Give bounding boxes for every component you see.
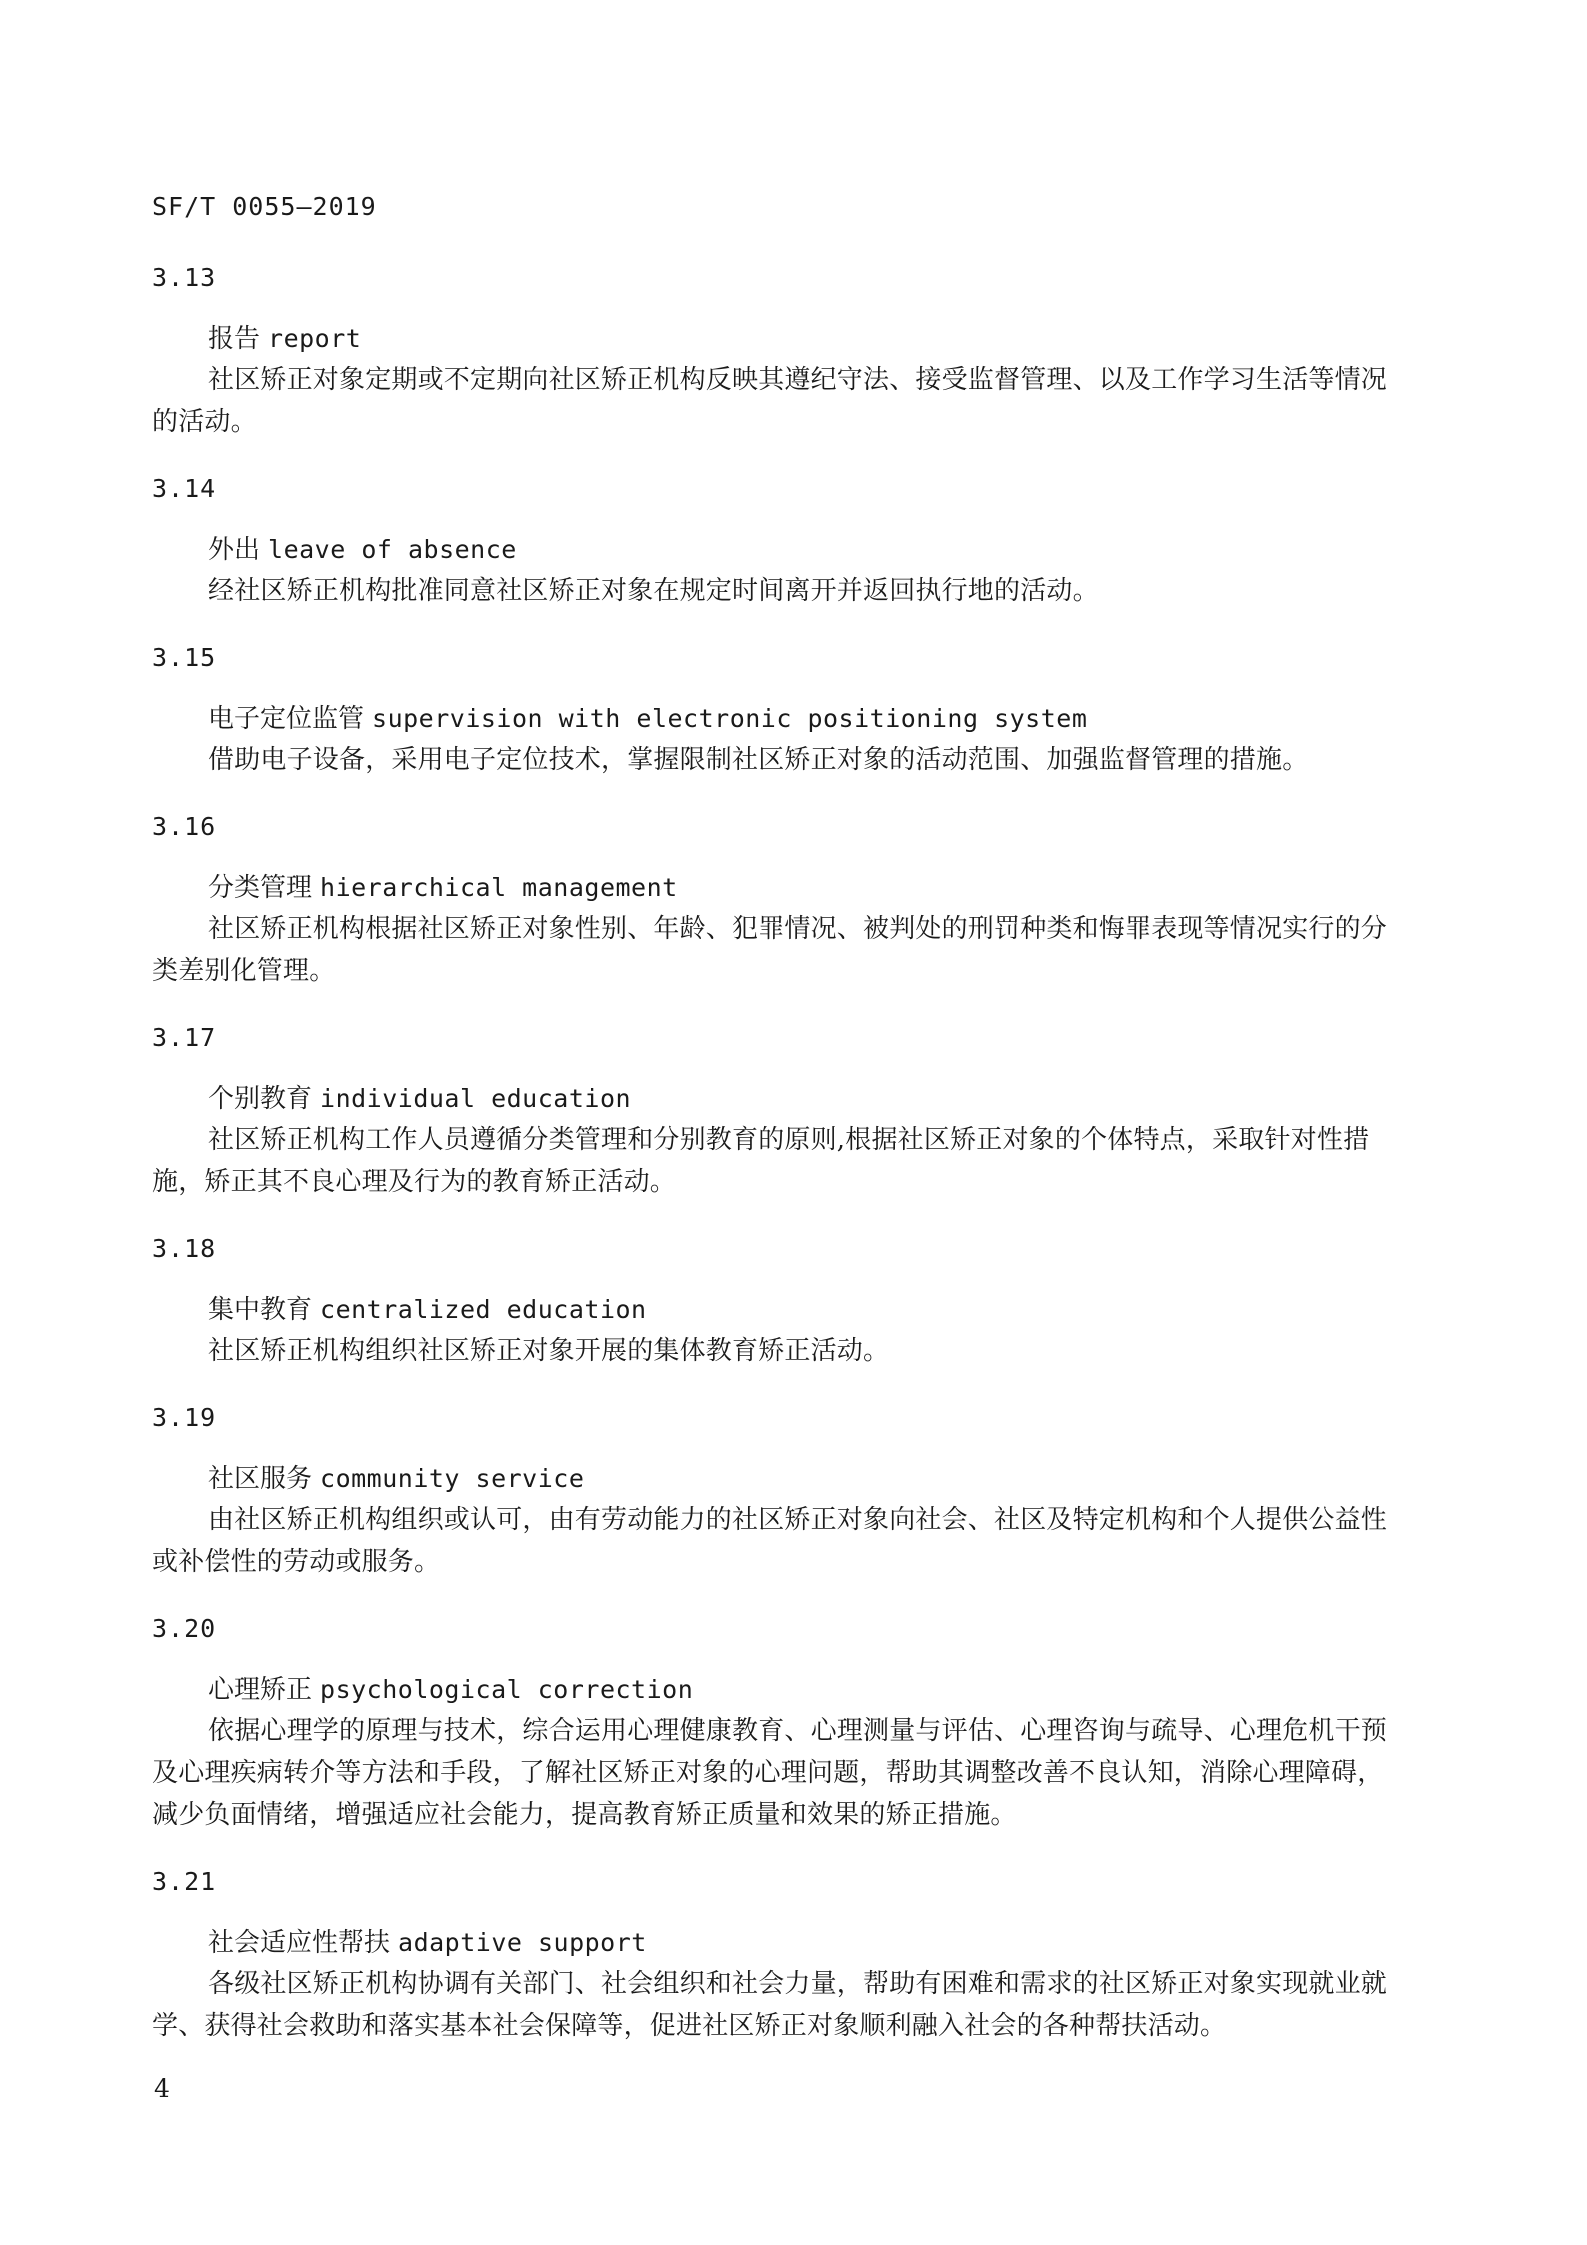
term-number: 3.18 [152, 1234, 217, 1263]
term-chinese: 外出 [208, 535, 261, 565]
term-heading [208, 1081, 1406, 1117]
page-number: 4 [154, 2074, 170, 2103]
document-code: SF/T 0055—2019 [152, 192, 377, 221]
term-heading [208, 870, 1406, 906]
term-entry [152, 1402, 1406, 1583]
term-heading [208, 1925, 1406, 1961]
term-entry [152, 642, 1406, 781]
term-definition: 社区矫正机构根据社区矫正对象性别、年龄、犯罪情况、被判处的刑罚种类和悔罪表现等情况实行的分类差别化管理。 [152, 914, 1388, 986]
term-heading [208, 532, 1406, 568]
term-chinese: 电子定位监管 [208, 704, 365, 734]
term-number: 3.17 [152, 1023, 217, 1052]
term-number: 3.13 [152, 263, 217, 292]
term-heading [208, 1672, 1406, 1708]
term-definition: 依据心理学的原理与技术，综合运用心理健康教育、心理测量与评估、心理咨询与疏导、心理危机干预及心理疾病转介等方法和手段，了解社区矫正对象的心理问题，帮助其调整改善不良认知，消除心理障碍，减少负面情绪，增强适应社会能力，提高教育矫正质量和效果的矫正措施。 [152, 1716, 1388, 1830]
term-chinese: 分类管理 [208, 873, 313, 903]
term-english: centralized education [320, 1295, 647, 1324]
term-chinese: 社区服务 [208, 1464, 313, 1494]
term-english: psychological correction [320, 1675, 694, 1704]
term-english: community service [320, 1464, 585, 1493]
term-number: 3.16 [152, 812, 217, 841]
term-chinese: 心理矫正 [208, 1675, 313, 1705]
term-chinese: 个别教育 [208, 1084, 313, 1114]
term-number: 3.20 [152, 1614, 217, 1643]
term-definitions-list [152, 262, 1406, 2077]
term-entry [152, 811, 1406, 992]
term-entry [152, 1233, 1406, 1372]
term-entry [152, 1613, 1406, 1836]
term-heading [208, 1461, 1406, 1497]
term-entry [152, 1866, 1406, 2047]
term-heading [208, 1292, 1406, 1328]
term-english: individual education [320, 1084, 632, 1113]
term-definition: 社区矫正机构工作人员遵循分类管理和分别教育的原则,根据社区矫正对象的个体特点，采取针对性措施，矫正其不良心理及行为的教育矫正活动。 [152, 1125, 1370, 1197]
term-entry [152, 473, 1406, 612]
term-chinese: 报告 [208, 324, 261, 354]
term-chinese: 社会适应性帮扶 [208, 1928, 391, 1958]
term-number: 3.21 [152, 1867, 217, 1896]
term-entry [152, 1022, 1406, 1203]
term-number: 3.19 [152, 1403, 217, 1432]
term-english: report [268, 324, 362, 353]
term-definition: 社区矫正对象定期或不定期向社区矫正机构反映其遵纪守法、接受监督管理、以及工作学习生活等情况的活动。 [152, 365, 1388, 437]
term-heading [208, 321, 1406, 357]
term-definition: 各级社区矫正机构协调有关部门、社会组织和社会力量，帮助有困难和需求的社区矫正对象实现就业就学、获得社会救助和落实基本社会保障等，促进社区矫正对象顺利融入社会的各种帮扶活动。 [152, 1969, 1388, 2041]
term-english: hierarchical management [320, 873, 678, 902]
term-definition: 经社区矫正机构批准同意社区矫正对象在规定时间离开并返回执行地的活动。 [208, 576, 1099, 606]
term-number: 3.15 [152, 643, 217, 672]
term-heading [208, 701, 1406, 737]
term-definition: 借助电子设备，采用电子定位技术，掌握限制社区矫正对象的活动范围、加强监督管理的措施。 [208, 745, 1309, 775]
term-definition: 社区矫正机构组织社区矫正对象开展的集体教育矫正活动。 [208, 1336, 890, 1366]
term-english: supervision with electronic positioning system [372, 704, 1088, 733]
term-definition: 由社区矫正机构组织或认可，由有劳动能力的社区矫正对象向社会、社区及特定机构和个人提供公益性或补偿性的劳动或服务。 [152, 1505, 1388, 1577]
term-english: leave of absence [268, 535, 517, 564]
term-entry [152, 262, 1406, 443]
term-number: 3.14 [152, 474, 217, 503]
term-chinese: 集中教育 [208, 1295, 313, 1325]
term-english: adaptive support [398, 1928, 647, 1957]
